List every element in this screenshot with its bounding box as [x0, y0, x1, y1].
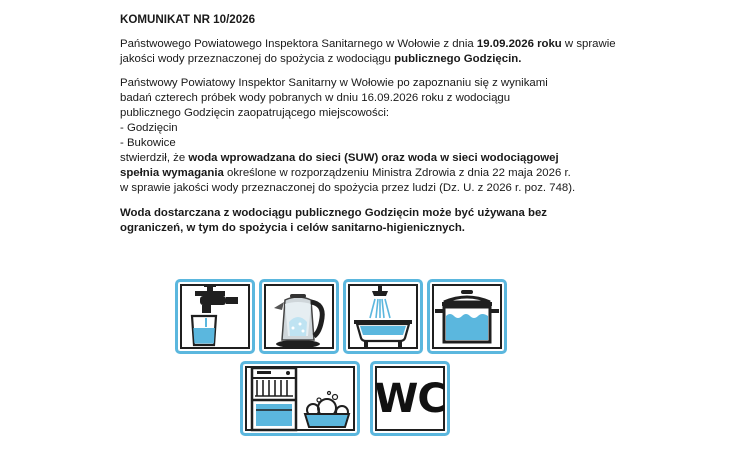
wc-icon: WC — [374, 375, 446, 422]
electric-kettle-icon — [262, 282, 336, 351]
dishwasher-icon — [243, 364, 357, 433]
bathtub-shower-icon — [346, 282, 420, 351]
conclusion-paragraph: Woda dostarczana z wodociągu publicznego Godzięcin może być używana bez ograniczeń, w tym do spożycia i celów sanitarno-higienicznych. — [120, 207, 548, 234]
meets-requirements-highlight: spełnia wymagania — [120, 167, 224, 179]
cooking-pot-icon — [430, 282, 504, 351]
dishwasher-tile — [240, 361, 360, 436]
water-quality-highlight: woda wprowadzana do sieci (SUW) oraz woda w sieci wodociągowej — [188, 152, 559, 164]
pot-tile — [427, 279, 507, 354]
kettle-tile — [259, 279, 339, 354]
waterworks-highlight: publicznego Godzięcin. — [394, 53, 522, 65]
wc-tile — [370, 361, 450, 436]
announcement — [120, 12, 620, 246]
tap-glass-icon — [178, 282, 252, 351]
locality-item: - Bukowice — [120, 137, 176, 149]
intro-paragraph: Państwowego Powiatowego Inspektora Sanitarnego w Wołowie z dnia 19.09.2026 roku w sprawie jakości wody przeznaczonej do spożycia z wodociągu publicznego Godzięcin. — [120, 38, 616, 65]
bathtub-tile — [343, 279, 423, 354]
announcement-title: KOMUNIKAT NR 10/2026 — [120, 13, 256, 26]
tap-glass-tile — [175, 279, 255, 354]
findings-paragraph: Państwowy Powiatowy Inspektor Sanitarny w Wołowie po zapoznaniu się z wynikami badań czterech próbek wody pobranych w dniu 16.09.2026 roku z wodociągu publicznego Godzięcin zaopatrującego miejscowości: - Godzięcin - Bukowice stwierdził, że woda wprowadzana do sieci (SUW) oraz woda w sieci wodociągowej spełnia wymagania określone w rozporządzeniu Ministra Zdrowia z dnia 22 maja 2026 r. w sprawie jakości wody przeznaczonej do spożycia przez ludzi (Dz. U. z 2026 r. poz. 748). — [120, 77, 576, 194]
date-highlight: 19.09.2026 roku — [476, 38, 562, 50]
locality-item: - Godzięcin — [120, 122, 178, 134]
